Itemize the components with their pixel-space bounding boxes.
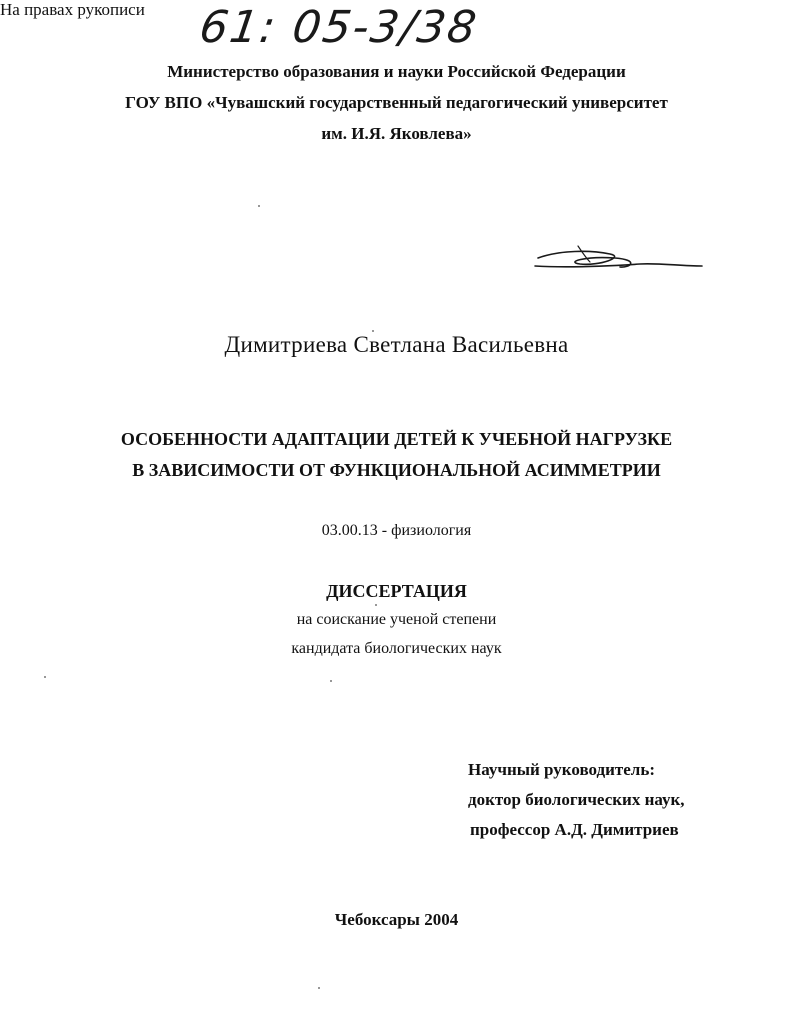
named-after-line: им. И.Я. Яковлева» [321,124,472,143]
ministry-line: Министерство образования и науки Российской Федерации [167,62,626,81]
specialty-code: 03.00.13 - физиология [321,522,472,539]
degree-line-2: кандидата биологических наук [291,640,502,657]
scan-speck [372,330,374,332]
scan-speck [330,680,332,682]
author-name: Димитриева Светлана Васильевна [224,332,569,357]
scan-speck [258,205,260,207]
scan-speck [375,604,377,606]
scan-speck [318,987,320,989]
advisor-degree: доктор биологических наук, [468,790,685,809]
manuscript-rights-label: На правах рукописи [0,0,145,19]
advisor-name: профессор А.Д. Димитриев [470,820,679,839]
title-line-2: В ЗАВИСИМОСТИ ОТ ФУНКЦИОНАЛЬНОЙ АСИММЕТРИИ [132,460,661,480]
title-line-1: ОСОБЕННОСТИ АДАПТАЦИИ ДЕТЕЙ К УЧЕБНОЙ НАГРУЗКЕ [120,429,673,449]
handwritten-archive-code: 61: 05-3/38 [196,2,482,53]
degree-line-1: на соискание ученой степени [296,611,497,628]
document-type: ДИССЕРТАЦИЯ [326,581,467,601]
university-line: ГОУ ВПО «Чувашский государственный педагогический университет [125,93,668,112]
scan-speck [44,676,46,678]
city-year: Чебоксары 2004 [334,910,459,929]
advisor-heading: Научный руководитель: [468,760,655,779]
signature [530,240,710,280]
